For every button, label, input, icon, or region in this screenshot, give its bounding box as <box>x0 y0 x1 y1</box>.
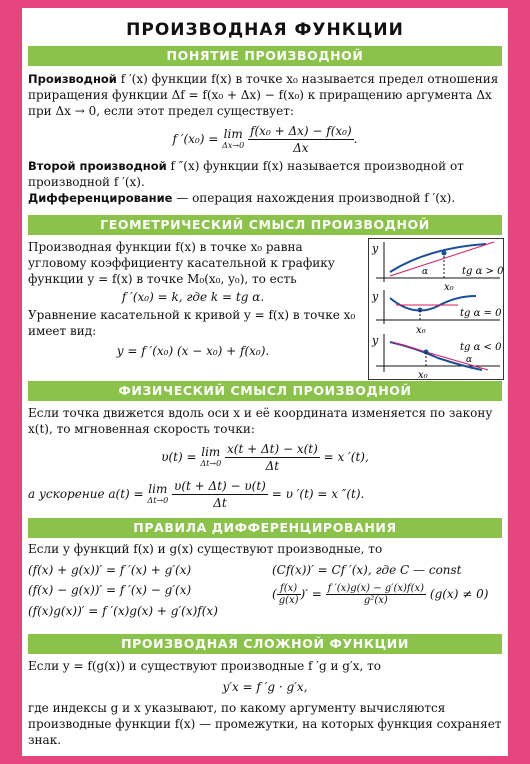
alpha-label: α <box>422 267 429 277</box>
formula-lhs: υ(t) = <box>161 450 197 464</box>
limit-label: lim <box>201 444 221 459</box>
section-physical-meaning <box>28 405 502 511</box>
tg-positive: tg α > 0 <box>462 266 504 277</box>
x0-label: x₀ <box>416 325 426 336</box>
fraction-denominator: Δt <box>213 496 227 510</box>
differentiation-text: — операция нахождения производной f ′(x). <box>172 191 456 205</box>
rhs-denominator: g²(x) <box>363 595 388 606</box>
definition-paragraph <box>28 71 502 119</box>
fraction-numerator: f(x₀ + Δx) − f(x₀) <box>250 124 352 138</box>
y-axis-label: y <box>372 242 379 255</box>
alpha-label: α <box>466 355 473 365</box>
y-axis-label: y <box>372 290 379 303</box>
formula-rhs: = υ ′(t) = x ″(t). <box>271 487 365 501</box>
limit <box>222 126 245 151</box>
section-heading-differentiation-rules: ПРАВИЛА ДИФФЕРЕНЦИРОВАНИЯ <box>28 518 502 538</box>
rule-difference: (f(x) − g(x))′ = f ′(x) − g′(x) <box>28 583 192 597</box>
term-derivative: Производной <box>28 72 117 86</box>
fraction <box>248 123 354 156</box>
section-heading-geometric-meaning: ГЕОМЕТРИЧЕСКИЙ СМЫСЛ ПРОИЗВОДНОЙ <box>28 215 502 235</box>
derivative-formula: f ′(x₀) = lim Δx→0 $\frac{\text{f(x₀ + Δx) − f(x₀)}}{\Delta x}$ . <box>172 124 358 155</box>
geometric-paragraph: Производная функции f(x) в точке x₀ равна угловому коэффициенту касательной к графику функции y = f(x) в точке M₀(x₀, y₀), то есть <box>28 240 335 286</box>
tangent-equation-paragraph: Уравнение касательной к кривой y = f(x) в точке x₀ имеет вид: <box>28 308 356 338</box>
quotient-rhs <box>326 583 426 606</box>
chain-rule-note: где индексы g и x указывают, по какому аргументу вычисляются производные функции f(x) — промежутки, на которых функция сохраняет знак. <box>28 701 502 747</box>
term-differentiation: Дифференцирование <box>28 191 173 205</box>
x0-label: x₀ <box>444 282 454 293</box>
acceleration-formula <box>28 478 502 511</box>
tangent-graphs <box>368 238 504 380</box>
fraction-numerator: υ(t + Δt) − υ(t) <box>174 479 266 493</box>
quotient-condition: (g(x) ≠ 0) <box>429 587 489 601</box>
section-differentiation-rules <box>28 561 502 627</box>
slope-formula: f ′(x₀) = k, где k = tg α. <box>121 290 265 304</box>
reference-sheet <box>22 8 508 756</box>
term-second-derivative: Второй производной <box>28 159 167 173</box>
section-chain-rule <box>28 658 502 748</box>
rule-constant: (Cf(x))′ = Cf ′(x), где C — const <box>272 563 462 577</box>
rule-sum: (f(x) + g(x))′ = f ′(x) + g′(x) <box>28 563 192 577</box>
fraction-denominator: Δt <box>265 459 280 473</box>
formula-rhs: = x ′(t), <box>323 450 369 464</box>
quotient-lhs <box>277 583 301 606</box>
definition-text: f ′(x) функции f(x) в точке x₀ называется предел отношения приращения функции Δf = f(x₀ + Δx) − f(x₀) к приращению аргумента Δx при Δx → 0, если этот предел существует: <box>28 72 499 118</box>
page-title: ПРОИЗВОДНАЯ ФУНКЦИИ <box>126 20 404 40</box>
rules-intro: Если у функций f(x) и g(x) существуют производные, то <box>28 542 383 556</box>
section-heading-chain-rule: ПРОИЗВОДНАЯ СЛОЖНОЙ ФУНКЦИИ <box>28 634 502 654</box>
rule-product: (f(x)g(x))′ = f ′(x)g(x) + g′(x)f(x) <box>28 604 218 618</box>
differentiation-paragraph <box>28 190 502 206</box>
lhs-denominator: g(x) <box>278 595 299 606</box>
fraction-denominator: Δx <box>293 141 309 155</box>
tangent-equation: y = f ′(x₀) (x − x₀) + f(x₀). <box>116 344 270 358</box>
velocity-formula <box>28 441 502 474</box>
formula-lhs: а ускорение a(t) = <box>28 487 144 501</box>
second-derivative-text: f ″(x) функции f(x) называется производной от производной f ′(x). <box>28 159 464 189</box>
physical-paragraph: Если точка движется вдоль оси x и её координата изменяется по закону x(t), то мгновенная скорость точки: <box>28 406 493 436</box>
second-derivative-paragraph <box>28 158 502 190</box>
limit-label: lim <box>148 481 168 496</box>
section-geometric-meaning <box>28 239 358 363</box>
section-derivative-concept <box>28 71 502 206</box>
fraction <box>225 441 320 474</box>
y-axis-label: y <box>372 334 379 347</box>
limit <box>147 481 169 506</box>
fraction <box>172 478 268 511</box>
fraction-numerator: x(t + Δt) − x(t) <box>227 442 318 456</box>
tg-zero: tg α = 0 <box>460 308 502 319</box>
limit-label: lim <box>223 126 243 141</box>
limit-sub: Δx→0 <box>222 140 245 150</box>
lhs-numerator: f(x) <box>277 583 301 595</box>
limit-sub: Δt→0 <box>200 458 222 468</box>
limit <box>200 444 222 469</box>
chain-rule-intro: Если y = f(g(x)) и существуют производные f ′g и g′x, то <box>28 659 381 673</box>
rule-quotient: ( $\frac{f(x)}{g(x)}$ )′ = $\frac{f '(x)g(x) - g'(x)f(x)}{\text{g²(x)}}$ (g(x) ≠ 0) <box>272 583 489 606</box>
tangent-point <box>442 251 447 256</box>
rhs-numerator: f ′(x)g(x) − g′(x)f(x) <box>327 583 425 594</box>
limit-sub: Δt→0 <box>147 495 169 505</box>
x0-label: x₀ <box>418 370 428 380</box>
tg-negative: tg α < 0 <box>460 342 502 353</box>
formula-lhs: f ′(x₀) = <box>172 132 219 146</box>
section-heading-derivative-concept: ПОНЯТИЕ ПРОИЗВОДНОЙ <box>28 46 502 66</box>
chain-rule-formula: y′x = f ′g · g′x, <box>222 680 308 694</box>
section-heading-physical-meaning: ФИЗИЧЕСКИЙ СМЫСЛ ПРОИЗВОДНОЙ <box>28 381 502 401</box>
